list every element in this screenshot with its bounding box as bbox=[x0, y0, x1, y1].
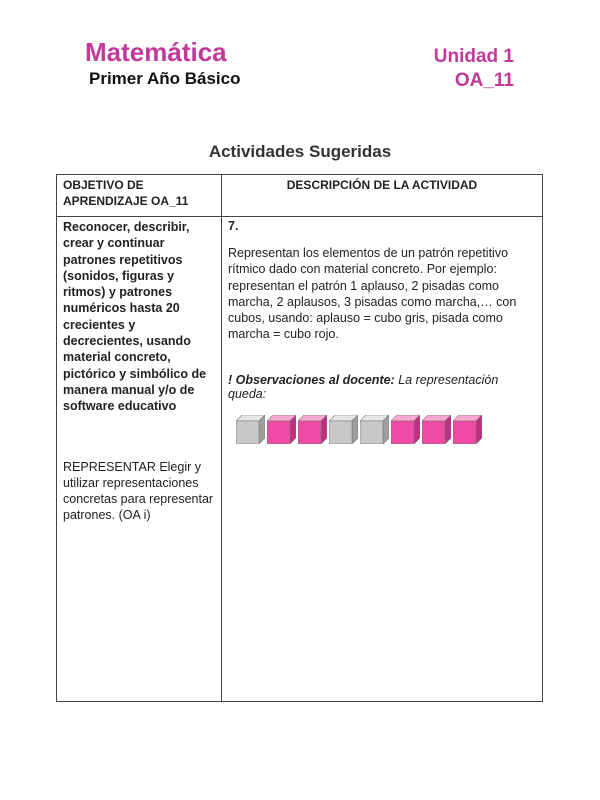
objective-cell bbox=[57, 217, 222, 702]
unit-label: Unidad 1 bbox=[433, 46, 514, 67]
pink-cube-icon bbox=[422, 415, 451, 444]
activity-table bbox=[56, 174, 543, 702]
gray-cube-icon bbox=[360, 415, 389, 444]
objective-text: Reconocer, describir, crear y continuar patrones repetitivos (sonidos, figuras y ritmos) y patrones numéricos hasta 20 crecientes y decrecientes, usando material concreto, pictórico y simbólico de manera manual y/o de software educativo bbox=[63, 220, 207, 414]
subject-title: Matemática bbox=[85, 37, 227, 67]
pink-cube-icon bbox=[267, 415, 296, 444]
teacher-observation bbox=[228, 373, 536, 401]
description-cell bbox=[222, 217, 543, 702]
gray-cube-icon bbox=[236, 415, 265, 444]
grade-subtitle: Primer Año Básico bbox=[89, 69, 241, 88]
pink-cube-icon bbox=[298, 415, 327, 444]
table-header-row bbox=[57, 175, 543, 217]
oa-label: OA_11 bbox=[454, 70, 514, 91]
col-header-objective: OBJETIVO DE APRENDIZAJE OA_11 bbox=[57, 175, 222, 217]
cube-pattern bbox=[236, 415, 536, 444]
represent-text: REPRESENTAR Elegir y utilizar representaciones concretas para representar patrones. (OA i) bbox=[63, 459, 214, 523]
activity-description: Representan los elementos de un patrón repetitivo rítmico dado con material concreto. Por ejemplo: representan el patrón 1 aplauso, 2 pisadas como marcha, 2 aplausos, 3 pisadas como marcha,… con cubos, usando: aplauso = cubo gris, pisada como marcha = cubo rojo. bbox=[228, 246, 517, 342]
col-header-description: DESCRIPCIÓN DE LA ACTIVIDAD bbox=[222, 175, 543, 217]
pink-cube-icon bbox=[453, 415, 482, 444]
gray-cube-icon bbox=[329, 415, 358, 444]
section-title: Actividades Sugeridas bbox=[208, 142, 392, 161]
observation-label: ! Observaciones al docente: bbox=[228, 372, 395, 387]
observation-text: La representación queda: bbox=[228, 372, 499, 401]
table-row bbox=[57, 217, 543, 702]
activity-number: 7. bbox=[228, 219, 239, 233]
pink-cube-icon bbox=[391, 415, 420, 444]
